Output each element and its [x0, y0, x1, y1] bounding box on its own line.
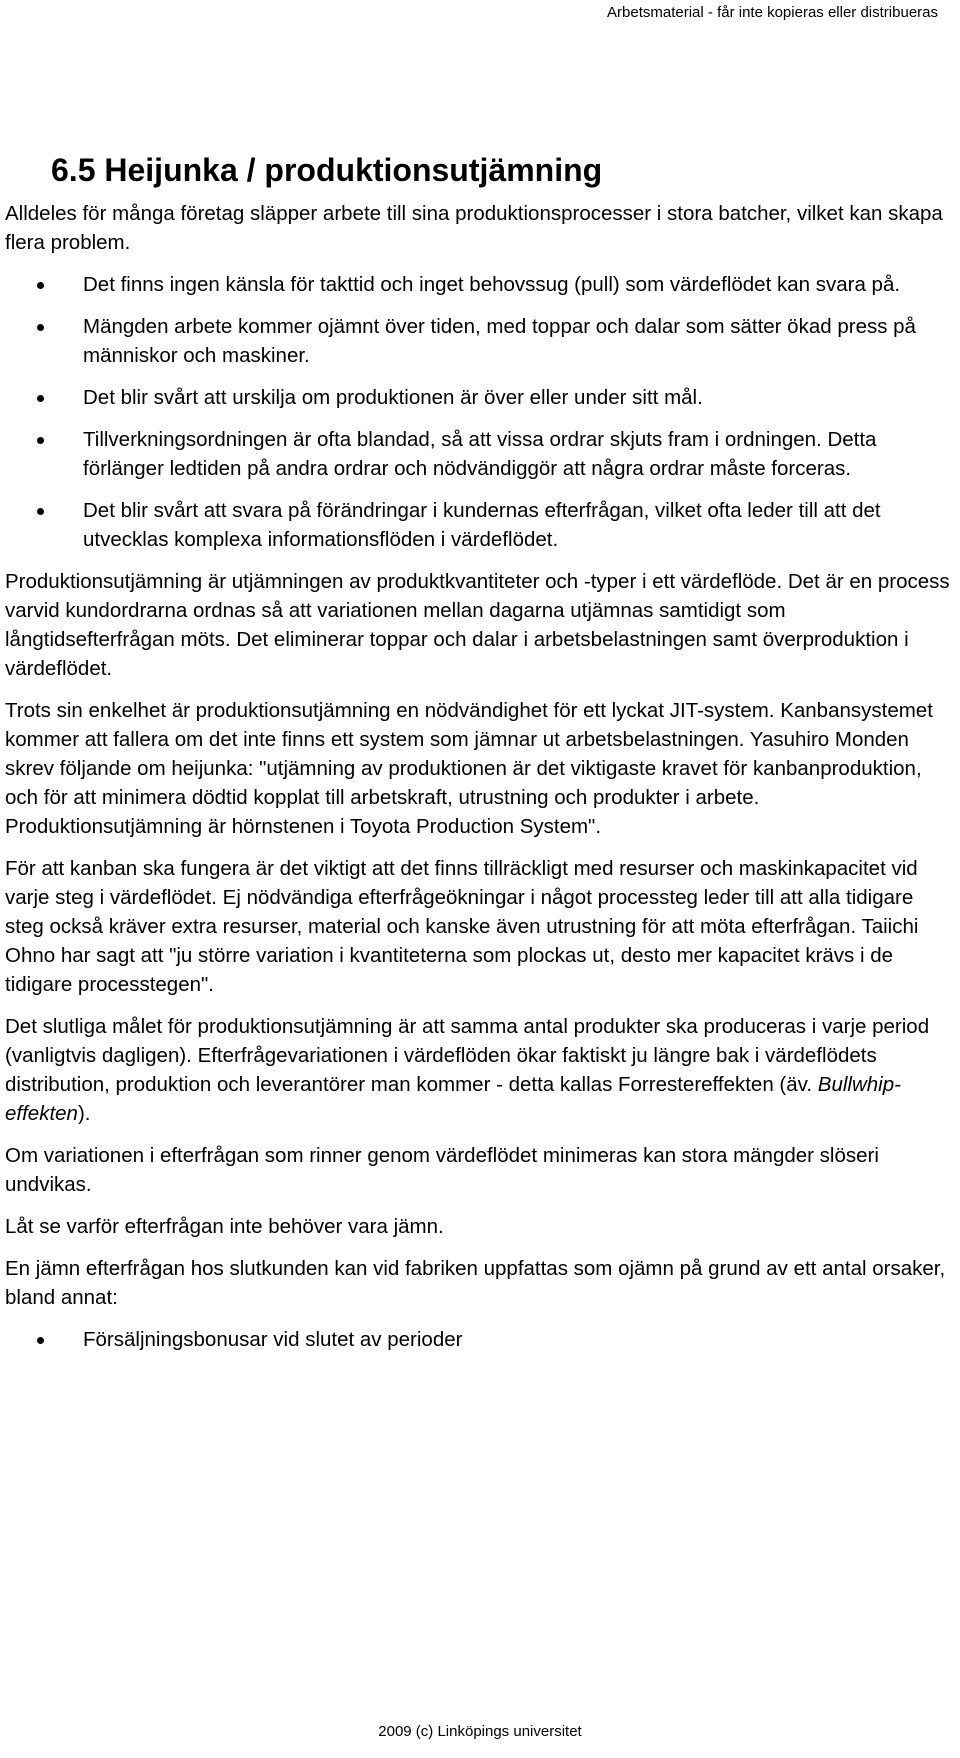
- list-item-text: Tillverkningsordningen är ofta blandad, så att vissa ordrar skjuts fram i ordningen. Detta förlänger ledtiden på andra ordrar och nödvändiggör att några ordrar måste forceras.: [83, 428, 877, 480]
- reason-list: [5, 1325, 950, 1354]
- list-item: [5, 1325, 950, 1354]
- document-body: [5, 150, 950, 1367]
- bullwhip-term: Bullwhip-effekten: [5, 1073, 901, 1125]
- paragraph-kanban: För att kanban ska fungera är det viktigt att det finns tillräckligt med resurser och maskinkapacitet vid varje steg i värdeflödet. Ej nödvändiga efterfrågeökningar i något processteg leder till att alla tidigare steg också kräver extra resurser, material och kanske även utrustning för att möta efterfrågan. Taiichi Ohno har sagt att "ju större variation i kvantiteterna som plockas ut, desto mer kapacitet krävs i de tidigare processtegen".: [5, 857, 919, 996]
- bullet-icon: [37, 508, 44, 515]
- section-title: 6.5 Heijunka / produktionsutjämning: [51, 152, 603, 188]
- list-item-text: Det blir svårt att urskilja om produktionen är över eller under sitt mål.: [83, 386, 703, 409]
- page-header: Arbetsmaterial - får inte kopieras eller distribueras: [607, 4, 938, 21]
- list-item: [5, 312, 950, 370]
- paragraph-demand: Låt se varför efterfrågan inte behöver vara jämn.: [5, 1215, 444, 1238]
- list-item-text: Försäljningsbonusar vid slutet av perioder: [83, 1328, 463, 1351]
- intro-paragraph: Alldeles för många företag släpper arbete till sina produktionsprocesser i stora batcher, vilket kan skapa flera problem.: [5, 202, 943, 254]
- paragraph-variation: Om variationen i efterfrågan som rinner genom värdeflödet minimeras kan stora mängder slöseri undvikas.: [5, 1144, 879, 1196]
- paragraph-jit: Trots sin enkelhet är produktionsutjämning en nödvändighet för ett lyckat JIT-system. Kanbansystemet kommer att fallera om det inte finns ett system som jämnar ut arbetsbelastningen. Yasuhiro Monden skrev följande om heijunka: "utjämning av produktionen är det viktigaste kravet för kanbanproduktion, och för att minimera dödtid kopplat till arbetskraft, utrustning och produkter i arbete. Produktionsutjämning är hörnstenen i Toyota Production System".: [5, 699, 933, 838]
- paragraph-goal: [5, 1012, 950, 1128]
- list-item-text: Det blir svårt att svara på förändringar i kundernas efterfrågan, vilket ofta leder till att det utvecklas komplexa informationsflöden i värdeflödet.: [83, 499, 881, 551]
- list-item-text: Det finns ingen känsla för takttid och inget behovssug (pull) som värdeflödet kan svara på.: [83, 273, 901, 296]
- list-item: [5, 496, 950, 554]
- paragraph-goal-end: ).: [77, 1102, 91, 1125]
- list-item: [5, 383, 950, 412]
- page-footer: 2009 (c) Linköpings universitet: [378, 1723, 582, 1740]
- paragraph-causes: En jämn efterfrågan hos slutkunden kan vid fabriken uppfattas som ojämn på grund av ett antal orsaker, bland annat:: [5, 1257, 946, 1309]
- bullet-icon: [37, 395, 44, 402]
- bullet-icon: [37, 1337, 44, 1344]
- list-item: [5, 425, 950, 483]
- bullet-icon: [37, 437, 44, 444]
- paragraph-definition: Produktionsutjämning är utjämningen av produktkvantiteter och -typer i ett värdeflöde. Det är en process varvid kundordrarna ordnas så att variationen mellan dagarna utjämnas samtidigt som långtidsefterfrågan möts. Det eliminerar toppar och dalar i arbetsbelastningen samt överproduktion i värdeflödet.: [5, 570, 950, 680]
- bullet-icon: [37, 324, 44, 331]
- paragraph-goal-text: Det slutliga målet för produktionsutjämning är att samma antal produkter ska produceras i varje period (vanligtvis dagligen). Efterfrågevariationen i värdeflöden ökar faktiskt ju längre bak i värdeflödets distribution, produktion och leverantörer man kommer - detta kallas Forrestereffekten (äv.: [5, 1015, 930, 1096]
- list-item: [5, 270, 950, 299]
- problem-list: [5, 270, 950, 554]
- bullet-icon: [37, 282, 44, 289]
- list-item-text: Mängden arbete kommer ojämnt över tiden, med toppar och dalar som sätter ökad press på människor och maskiner.: [83, 315, 916, 367]
